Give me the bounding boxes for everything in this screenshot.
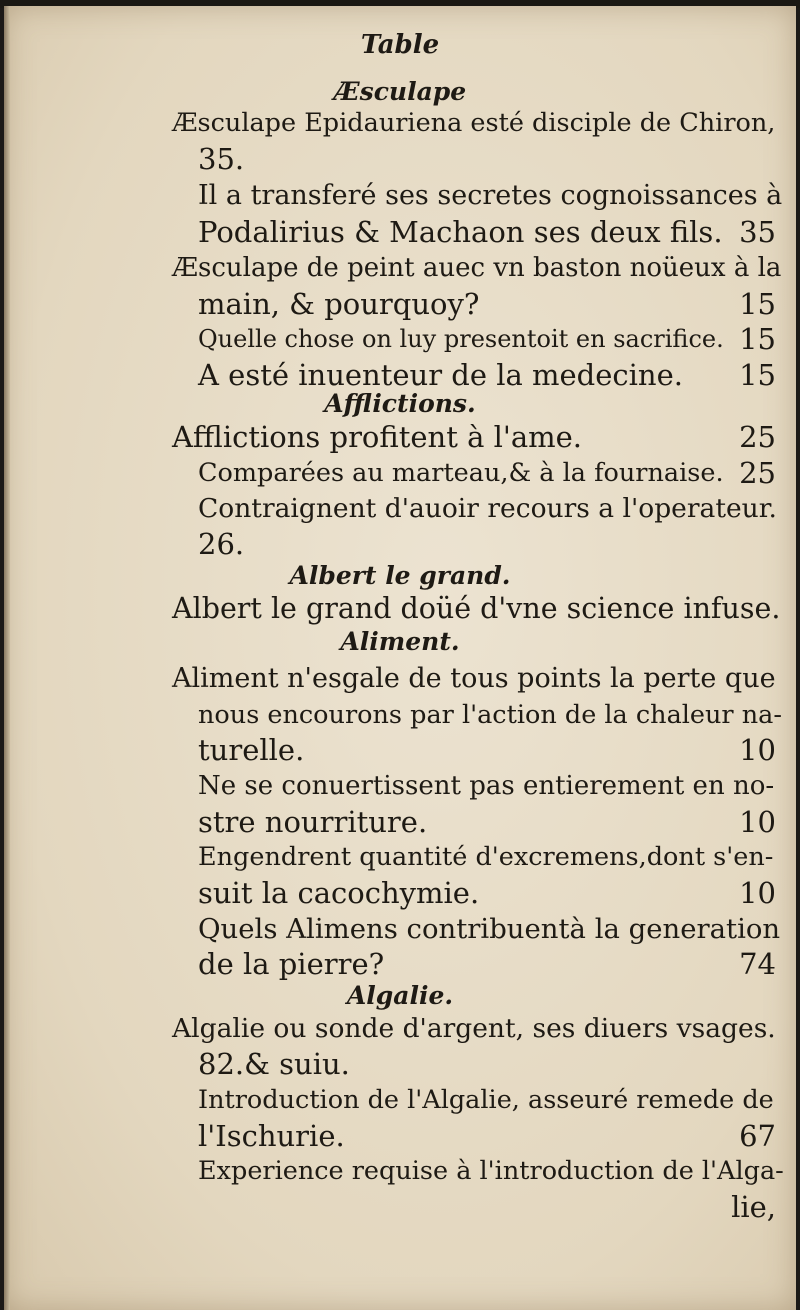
index-line (0, 249, 800, 287)
entry-text: Albert le grand doüé d'vne science infuse. (172, 592, 781, 625)
entry-text: Il a transferé ses secretes cognoissances à (198, 180, 783, 211)
entry-text: Experience requise à l'introduction de l'Alga- (198, 1156, 784, 1186)
page-number: 15 (739, 358, 776, 392)
catchword: lie, (731, 1190, 776, 1224)
index-line (0, 1152, 800, 1190)
entry-text: Æsculape Epidauriena esté disciple de Chiron, (172, 108, 776, 138)
entry-text: A esté inuenteur de la medecine. (198, 358, 683, 392)
index-line (0, 285, 800, 323)
index-line (0, 104, 800, 142)
entry-text: Afflictions profitent à l'ame. (172, 420, 583, 454)
page-number: 10 (739, 805, 776, 839)
page-number: 74 (739, 947, 776, 981)
index-line (0, 838, 800, 876)
index-line (0, 731, 800, 769)
running-head: Table (360, 30, 440, 60)
page-number: 35 (739, 215, 776, 249)
index-line (0, 945, 800, 983)
section-heading (0, 980, 800, 1012)
page-number: 10 (739, 733, 776, 767)
entry-text: Ne se conuertissent pas entierement en no- (198, 771, 775, 801)
section-heading-text: Algalie. (346, 981, 454, 1010)
entry-text: Introduction de l'Algalie, asseuré remede de (198, 1085, 774, 1115)
entry-text: de la pierre? (198, 947, 385, 981)
entry-text: turelle. (198, 733, 305, 767)
entry-text: nous encourons par l'action de la chaleur na- (198, 700, 782, 730)
section-heading-text: Aliment. (340, 627, 460, 656)
section-heading-text: Afflictions. (324, 389, 476, 418)
index-line (0, 1188, 800, 1226)
section-heading-text: Æsculape (333, 77, 467, 106)
index-line (0, 590, 800, 628)
entry-text: 82.& suiu. (198, 1047, 350, 1081)
entry-text: Comparées au marteau,& à la fournaise. (198, 458, 724, 488)
page-number: 15 (739, 287, 776, 321)
entry-text: Quels Alimens contribuentà la generation (198, 913, 781, 945)
index-line (0, 696, 800, 734)
entry-text: Contraignent d'auoir recours a l'operateur. (198, 493, 777, 524)
index-line (0, 418, 800, 456)
index-line (0, 803, 800, 841)
page-number: 67 (739, 1119, 776, 1153)
index-line (0, 454, 800, 492)
section-heading (0, 626, 800, 658)
entry-text: main, & pourquoy? (198, 287, 480, 321)
index-line (0, 490, 800, 528)
index-line (0, 1010, 800, 1048)
entry-text: suit la cacochymie. (198, 876, 480, 910)
index-line (0, 660, 800, 698)
entry-text: Quelle chose on luy presentoit en sacrifice. (198, 325, 724, 353)
entry-text: Æsculape de peint auec vn baston noüeux à la (172, 253, 782, 283)
index-line (0, 910, 800, 948)
index-line (0, 320, 800, 358)
page-number: 25 (739, 420, 776, 454)
index-line (0, 140, 800, 178)
entry-text: Podalirius & Machaon ses deux fils. (198, 215, 723, 249)
section-heading-text: Albert le grand. (289, 561, 511, 590)
entry-text: 35. (198, 142, 245, 176)
entry-text: Engendrent quantité d'excremens,dont s'en- (198, 842, 774, 872)
index-line (0, 177, 800, 215)
entry-text: Aliment n'esgale de tous points la perte que (172, 663, 776, 694)
index-line (0, 767, 800, 805)
entry-text: stre nourriture. (198, 805, 428, 839)
entry-text: 26. (198, 527, 245, 561)
section-heading (0, 560, 800, 592)
entry-text: Algalie ou sonde d'argent, ses diuers vsages. (172, 1013, 776, 1044)
page-number: 25 (739, 456, 776, 490)
section-heading (0, 388, 800, 420)
index-line (0, 1045, 800, 1083)
index-line (0, 213, 800, 251)
index-line (0, 525, 800, 563)
page-number: 10 (739, 876, 776, 910)
index-line (0, 1117, 800, 1155)
index-line (0, 1081, 800, 1119)
index-line (0, 874, 800, 912)
entry-text: l'Ischurie. (198, 1119, 345, 1153)
page-number: 15 (739, 322, 776, 356)
